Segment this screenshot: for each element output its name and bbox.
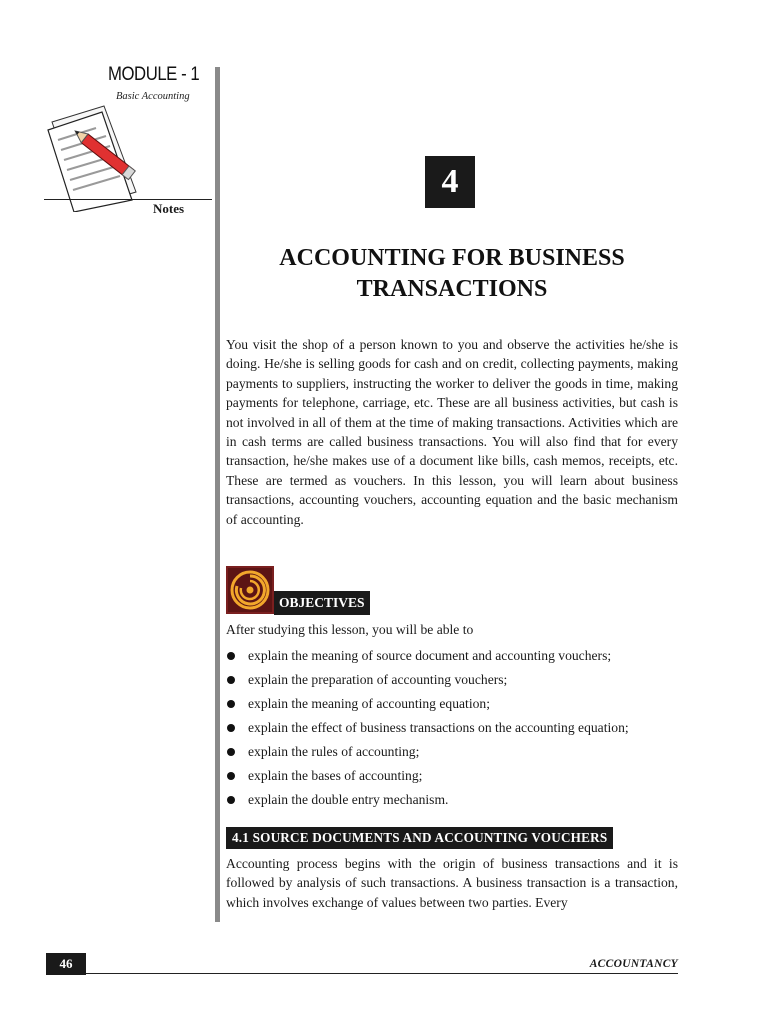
list-item: explain the effect of business transactions on the accounting equation; [226,718,686,742]
bullet-icon [227,796,235,804]
bullet-icon [227,748,235,756]
intro-paragraph: You visit the shop of a person known to you and observe the activities he/she is doing. He/she is selling goods for cash and on credit, collecting payments, making payments to suppliers, instructing the worker to deliver the goods in time, making payments for telephone, carriage, etc. These are all business activities, but cash is not involved in all of them at the time of making transactions. Activities which are in cash terms are called business transactions. You will also find that for every transaction, he/she makes use of a document like bills, cash memos, receipts, etc. These are termed as vouchers. In this lesson, you will learn about business transactions, accounting vouchers, accounting equation and the basic mechanism of accounting. [226,337,678,527]
list-item: explain the meaning of accounting equation; [226,694,686,718]
section-heading: 4.1 SOURCE DOCUMENTS AND ACCOUNTING VOUCHERS [226,827,613,849]
module-title: MODULE - 1 [108,64,200,85]
footer-book-title: ACCOUNTANCY [589,958,678,970]
objectives-heading: OBJECTIVES [274,591,370,615]
list-item: explain the preparation of accounting vouchers; [226,670,686,694]
bullet-icon [227,676,235,684]
notes-divider [44,199,212,200]
bullet-icon [227,772,235,780]
list-item: explain the meaning of source document and accounting vouchers; [226,646,686,670]
margin-vertical-bar [215,67,220,922]
chapter-title: ACCOUNTING FOR BUSINESS TRANSACTIONS [279,245,625,302]
list-item: explain the rules of accounting; [226,742,686,766]
bullet-icon [227,652,235,660]
notes-pencil-icon [44,100,154,212]
notes-label: Notes [153,201,185,216]
bullet-icon [227,724,235,732]
objectives-lead: After studying this lesson, you will be able to [226,622,474,637]
section-paragraph: Accounting process begins with the origin of business transactions and it is followed by analysis of such transactions. A business transaction is a transaction, which involves exchange of values between two parties. Every [226,856,678,910]
footer-rule [86,973,678,974]
objectives-list [226,646,686,814]
list-item: explain the double entry mechanism. [226,790,686,814]
objectives-target-icon [226,566,274,614]
page-number: 46 [46,953,86,975]
chapter-number-box: 4 [425,156,475,208]
list-item: explain the bases of accounting; [226,766,686,790]
module-subtitle: Basic Accounting [116,91,190,102]
bullet-icon [227,700,235,708]
